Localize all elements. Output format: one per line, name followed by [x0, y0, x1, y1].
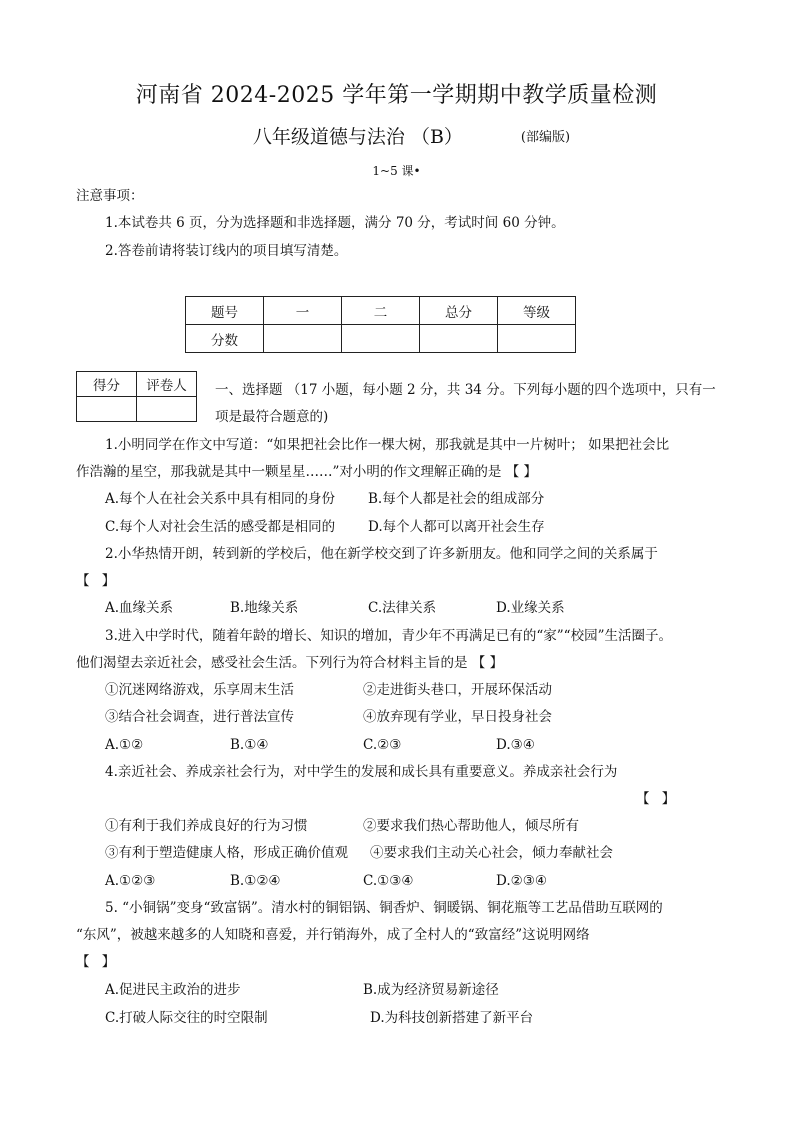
grader-table [76, 371, 197, 422]
statement-1: ①有利于我们养成良好的行为习惯 [105, 818, 308, 834]
question-5-text: “东风”，被越来越多的人知晓和喜爱，并行销海外，成了全村人的“致富经”这说明网络 [76, 927, 590, 943]
option-b[interactable]: B.①④ [230, 737, 269, 753]
table-cell: 得分 [77, 372, 137, 397]
question-2-text: 2.小华热情开朗，转到新的学校后，他在新学校交到了许多新朋友。他和同学之间的关系属于 [105, 546, 658, 562]
table-row [186, 325, 576, 353]
note-item-1: 1.本试卷共 6 页，分为选择题和非选择题，满分 70 分，考试时间 60 分钟。 [105, 215, 565, 231]
score-cell[interactable] [498, 325, 576, 353]
option-c[interactable]: C.打破人际交往的时空限制 [105, 1010, 268, 1026]
score-cell[interactable] [420, 325, 498, 353]
option-b[interactable]: B.成为经济贸易新途径 [363, 982, 499, 998]
question-4-text: 4.亲近社会、养成亲社会行为，对中学生的发展和成长具有重要意义。养成亲社会行为 [105, 764, 618, 780]
score-cell[interactable] [264, 325, 342, 353]
option-a[interactable]: A.促进民主政治的进步 [105, 982, 241, 998]
section-intro: 项是最符合题意的) [215, 409, 329, 425]
grader-cell[interactable] [137, 397, 197, 422]
lesson-scope: 1~5 课• [372, 164, 421, 178]
notes-heading: 注意事项： [76, 188, 144, 204]
exam-subtitle [0, 122, 793, 149]
table-row [77, 372, 197, 397]
table-cell: 分数 [186, 325, 264, 353]
answer-bracket: 【 】 [636, 791, 680, 807]
answer-bracket: 【 】 [76, 573, 120, 589]
option-b[interactable]: B.地缘关系 [230, 600, 299, 616]
option-c[interactable]: C.每个人对社会生活的感受都是相同的 [105, 519, 336, 535]
note-item-2: 2.答卷前请将装订线内的项目填写清楚。 [105, 243, 348, 259]
question-1-text: 作浩瀚的星空，那我就是其中一颗星星……”对小明的作文理解正确的是 【 】 [76, 464, 537, 480]
option-a[interactable]: A.每个人在社会关系中具有相同的身份 [105, 491, 336, 507]
option-b[interactable]: B.①②④ [230, 873, 281, 889]
table-cell: 等级 [498, 297, 576, 325]
table-cell: 二 [342, 297, 420, 325]
score-cell[interactable] [342, 325, 420, 353]
option-d[interactable]: D.②③④ [496, 873, 547, 889]
option-b[interactable]: B.每个人都是社会的组成部分 [368, 491, 545, 507]
option-a[interactable]: A.血缘关系 [105, 600, 174, 616]
table-cell: 一 [264, 297, 342, 325]
question-3-text: 他们渴望去亲近社会，感受社会生活。下列行为符合材料主旨的是 【 】 [76, 655, 504, 671]
score-table [185, 296, 576, 353]
option-d[interactable]: D.③④ [496, 737, 535, 753]
table-row [186, 297, 576, 325]
question-5-text: 5. “小铜锅”变身“致富锅”。清水村的铜铝锅、铜香炉、铜暖锅、铜花瓶等工艺品借助互联网的 [105, 900, 663, 916]
statement-2: ②要求我们热心帮助他人，倾尽所有 [363, 818, 579, 834]
option-d[interactable]: D.为科技创新搭建了新平台 [370, 1010, 534, 1026]
statement-3: ③有利于塑造健康人格，形成正确价值观 [105, 845, 348, 861]
table-cell: 评卷人 [137, 372, 197, 397]
score-cell[interactable] [77, 397, 137, 422]
table-cell: 题号 [186, 297, 264, 325]
table-cell: 总分 [420, 297, 498, 325]
option-d[interactable]: D.业缘关系 [496, 600, 565, 616]
option-a[interactable]: A.①②③ [105, 873, 156, 889]
question-3-text: 3.进入中学时代，随着年龄的增长、知识的增加，青少年不再满足已有的“家”“校园”生活圈子。 [105, 628, 672, 644]
statement-4: ④放弃现有学业，早日投身社会 [363, 709, 552, 725]
section-intro: 一、选择题 （17 小题，每小题 2 分，共 34 分。下列每小题的四个选项中，只有一 [215, 382, 716, 398]
option-a[interactable]: A.①② [105, 737, 144, 753]
answer-bracket: 【 】 [76, 954, 120, 970]
table-row [77, 397, 197, 422]
exam-title: 河南省 2024-2025 学年第一学期期中教学质量检测 [135, 83, 658, 108]
statement-1: ①沉迷网络游戏，乐享周末生活 [105, 682, 294, 698]
question-1-text: 1.小明同学在作文中写道：“如果把社会比作一棵大树，那我就是其中一片树叶； 如果把社会比 [105, 437, 670, 453]
subject-title: 八年级道德与法治 （B） [252, 126, 463, 148]
edition-label: (部编版) [520, 130, 571, 145]
option-d[interactable]: D.每个人都可以离开社会生存 [368, 519, 545, 535]
option-c[interactable]: C.法律关系 [368, 600, 437, 616]
statement-3: ③结合社会调查，进行普法宣传 [105, 709, 294, 725]
option-c[interactable]: C.①③④ [363, 873, 414, 889]
option-c[interactable]: C.②③ [363, 737, 402, 753]
statement-4: ④要求我们主动关心社会，倾力奉献社会 [370, 845, 613, 861]
statement-2: ②走进街头巷口，开展环保活动 [363, 682, 552, 698]
